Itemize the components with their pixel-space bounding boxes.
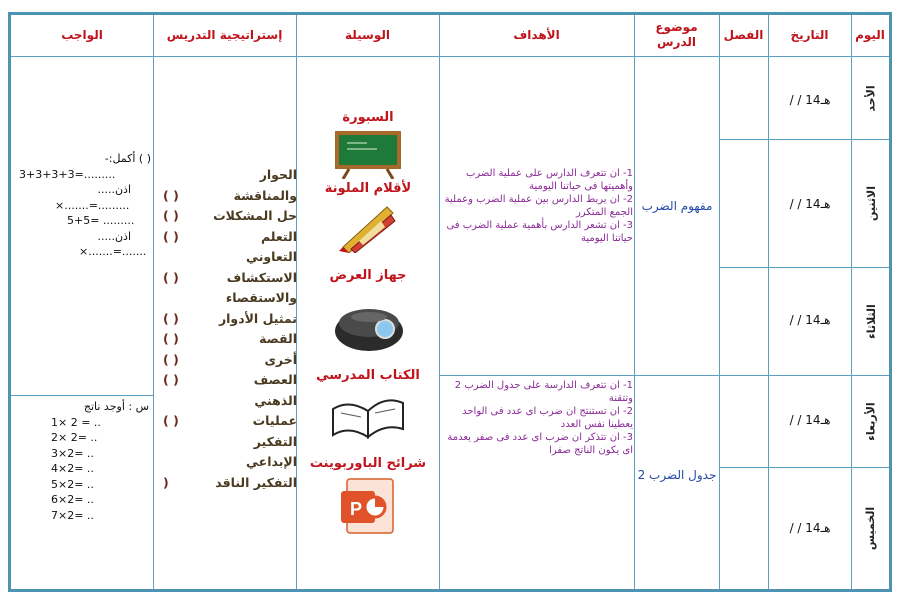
strategy-item: الذهني	[254, 392, 297, 408]
homework-divider	[11, 395, 153, 396]
goals-list: 1- ان تتعرف الدارس على عملية الضرب وأهميتها فى حياتنا اليومية 2- ان يربط الدارس بين عملية الضرب وعملية الجمع المتكرر 3- ان تشعر الدارس بأهمية عملية الضرب فى حياتنا اليومية	[444, 168, 633, 244]
date-field: / / 14هـ	[789, 413, 831, 427]
grid-line	[768, 15, 769, 589]
strategy-item: الاستكشاف ( )	[163, 269, 297, 285]
strategy-item: القصة ( )	[163, 331, 297, 346]
day-cell: الأحد	[864, 84, 878, 112]
goals-list: 1- ان تتعرف الدارسة على جدول الضرب 2 وتتقنة 2- ان تستنتج ان ضرب اى عدد فى الواحد يعطينا نفس العدد 3- ان تتذكر ان ضرب اى عدد فى صفر يعدمة اى يكون الناتج صفرا	[447, 380, 633, 456]
media-label: جهاز العرض	[329, 268, 407, 283]
projector-icon	[333, 293, 405, 355]
header-medium: الوسيلة	[344, 27, 391, 42]
strategy-list	[157, 165, 297, 493]
svg-text:P: P	[350, 499, 363, 519]
header-homework: الواجب	[61, 27, 103, 42]
media-label: السبورة	[342, 110, 394, 125]
grid-line	[439, 15, 440, 589]
strategy-item: التعلم التعاوني ( )	[163, 228, 297, 264]
strategy-item: العصف ( )	[163, 372, 297, 387]
header-divider	[11, 56, 889, 57]
media-label: شرائح الباوربوينت	[309, 456, 427, 471]
strategy-item: والمناقشة ( )	[163, 187, 297, 203]
header-topic: موضوع الدرس	[655, 20, 698, 49]
date-field: / / 14هـ	[789, 93, 831, 107]
lesson-divider	[439, 375, 719, 376]
header-strategy: إستراتيجية التدريس	[166, 27, 283, 42]
media-label: الكتاب المدرسي	[316, 368, 420, 383]
open-book-icon	[329, 389, 407, 441]
homework-block: ( ) أكمل:- 3+3+3+3=......... اذن..... ×.......=......... 5+5= ......... اذن..... ×.......=.......	[19, 152, 151, 258]
lesson-topic: جدول الضرب 2	[637, 468, 717, 482]
strategy-item: تمثيل الأدوار ( )	[163, 310, 297, 326]
strategy-item: عمليات ( )	[163, 413, 297, 428]
strategy-item: أخرى ( )	[163, 351, 297, 367]
strategy-item: حل المشكلات ( )	[163, 208, 297, 223]
day-cell: الثلاثاء	[864, 304, 878, 339]
powerpoint-icon	[341, 477, 397, 537]
date-field: / / 14هـ	[789, 313, 831, 327]
grid-line	[719, 15, 720, 589]
strategy-item: والاستقصاء	[225, 290, 297, 305]
lesson-plan-table	[8, 12, 892, 592]
chalkboard-icon	[333, 129, 403, 179]
grid-line	[153, 15, 154, 589]
media-label: لأقلام الملونة	[324, 181, 412, 196]
lesson-topic: مفهوم الضرب	[641, 199, 713, 213]
date-field: / / 14هـ	[789, 521, 831, 535]
day-cell: الأربعاء	[864, 402, 878, 441]
strategy-item: الحوار	[259, 167, 297, 182]
grid-line	[634, 15, 635, 589]
date-field: / / 14هـ	[789, 197, 831, 211]
strategy-item: التفكير	[253, 433, 297, 449]
strategy-item: التفكير الناقد (	[163, 474, 297, 490]
header-date: التاريخ	[790, 27, 829, 42]
colored-pencils-icon	[337, 201, 399, 253]
header-day: اليوم	[855, 27, 885, 42]
grid-line	[851, 15, 852, 589]
homework-block: س : أوجد ناتج 1× 2 = .. 2× 2= .. 3×2= .. 4×2= .. 5×2= .. 6×2= .. 7×2= ..	[51, 400, 149, 522]
day-cell: الاثنين	[864, 186, 878, 221]
header-class: الفصل	[723, 27, 764, 42]
strategy-item: الإبداعي	[246, 454, 297, 469]
day-cell: الخميس	[864, 506, 878, 551]
header-goals: الأهداف	[513, 27, 560, 42]
